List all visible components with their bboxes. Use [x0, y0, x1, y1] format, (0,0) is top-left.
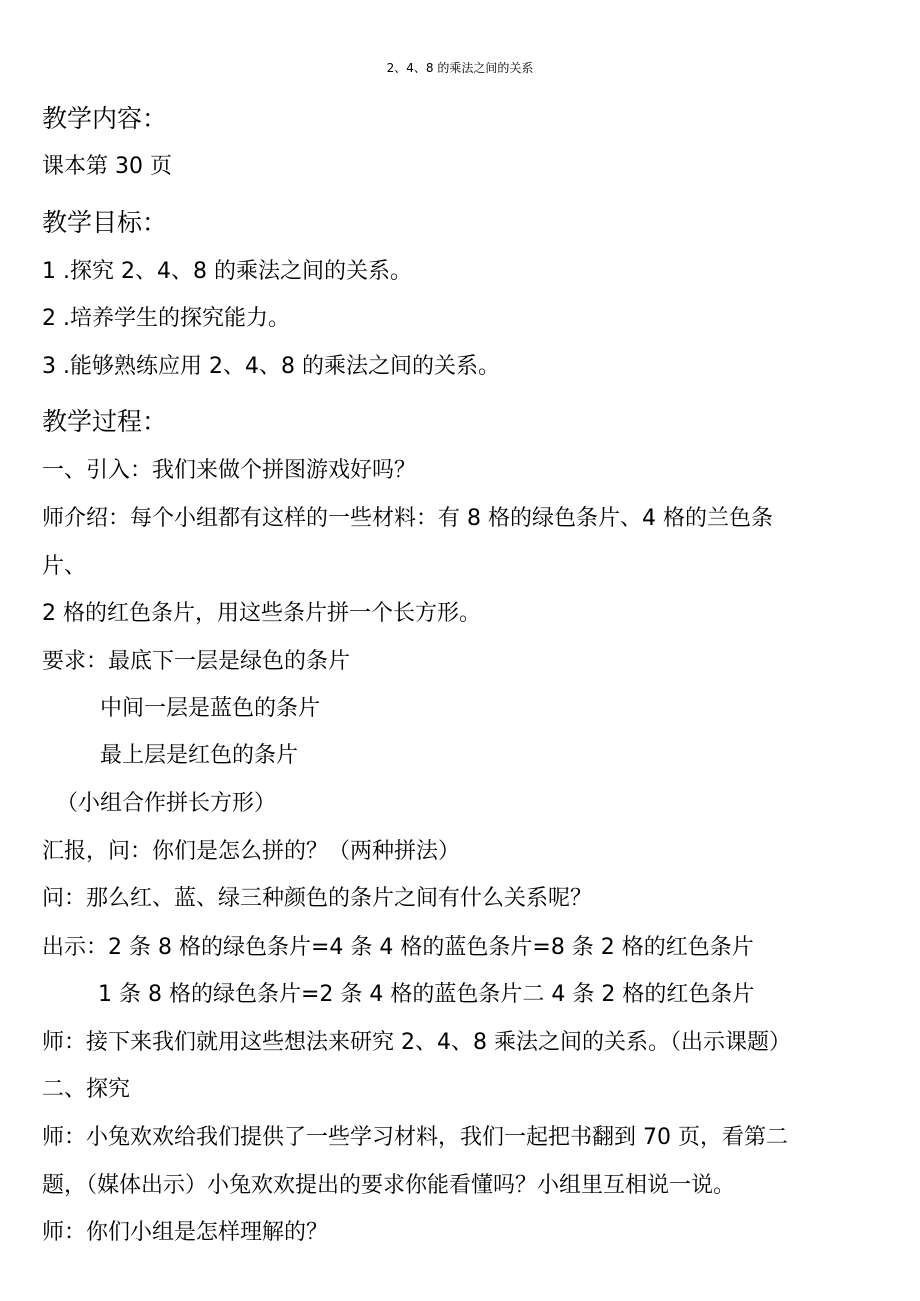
content-text: 课本第 30 页 — [42, 154, 172, 179]
process-line: 1 条 8 格的绿色条片=2 条 4 格的蓝色条片二 4 条 2 格的红色条片 — [98, 982, 755, 1007]
process-line: 问：那么红、蓝、绿三种颜色的条片之间有什么关系呢？ — [42, 886, 593, 911]
process-line: 师：接下来我们就用这些想法来研究 2、4、8 乘法之间的关系。（出示课题） — [42, 1030, 791, 1055]
process-line: 中间一层是蓝色的条片 — [100, 696, 321, 721]
process-heading: 教学过程： — [42, 407, 168, 436]
process-line: 最上层是红色的条片 — [100, 743, 299, 768]
process-line: 片、 — [42, 554, 87, 579]
goal-item: 2 .培养学生的探究能力。 — [42, 306, 290, 331]
process-line: 二、探究 — [42, 1077, 131, 1102]
process-line: 2 格的红色条片，用这些条片拼一个长方形。 — [42, 601, 481, 626]
process-line: 师：你们小组是怎样理解的？ — [42, 1220, 329, 1245]
process-line: 题，（媒体出示）小兔欢欢提出的要求你能看懂吗？小组里互相说一说。 — [42, 1173, 736, 1198]
process-line: 出示：2 条 8 格的绿色条片=4 条 4 格的蓝色条片=8 条 2 格的红色条片 — [42, 935, 754, 960]
document-title: 2、4、8 的乘法之间的关系 — [386, 61, 534, 75]
content-heading: 教学内容： — [42, 104, 168, 133]
process-line: 师：小兔欢欢给我们提供了一些学习材料，我们一起把书翻到 70 页，看第二 — [42, 1125, 788, 1150]
goal-item: 1 .探究 2、4、8 的乘法之间的关系。 — [42, 259, 412, 284]
process-line: （小组合作拼长方形） — [56, 791, 277, 816]
process-line: 汇报，问：你们是怎么拼的？（两种拼法） — [42, 839, 461, 864]
process-line: 一、引入：我们来做个拼图游戏好吗？ — [42, 458, 417, 483]
goal-item: 3 .能够熟练应用 2、4、8 的乘法之间的关系。 — [42, 354, 500, 379]
goals-heading: 教学目标： — [42, 208, 168, 237]
process-line: 要求：最底下一层是绿色的条片 — [42, 649, 351, 674]
process-line: 师介绍：每个小组都有这样的一些材料：有 8 格的绿色条片、4 格的兰色条 — [42, 506, 773, 531]
